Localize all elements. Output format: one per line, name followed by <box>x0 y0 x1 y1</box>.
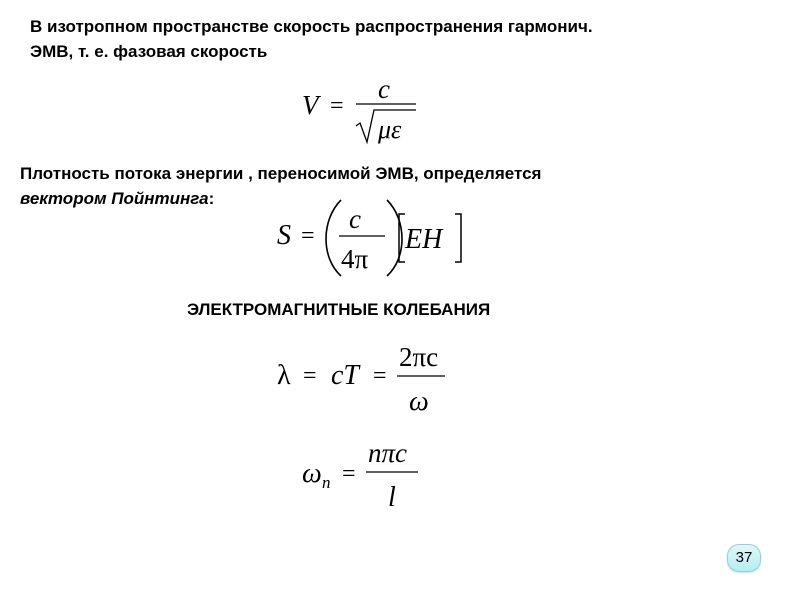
formula-lambda-cT: cT <box>331 360 359 391</box>
formula-lambda-numerator: 2πc <box>399 342 439 372</box>
formula-lambda-equals-2: = <box>373 363 387 389</box>
poynting-colon: : <box>208 189 215 208</box>
formula-s-left-paren <box>326 200 341 276</box>
formula-lambda-lhs: λ <box>277 360 291 391</box>
phase-velocity-formula <box>300 72 430 150</box>
formula-omega-numerator: nπc <box>368 438 408 468</box>
formula-v-numerator: c <box>378 74 390 104</box>
formula-s-denominator: 4π <box>341 244 369 274</box>
formula-v-denominator: με <box>378 115 402 144</box>
formula-lambda-denominator: ω <box>409 386 429 417</box>
formula-s-right-bracket <box>455 214 461 262</box>
poynting-formula <box>275 196 475 280</box>
formula-v-equals: = <box>330 93 344 119</box>
formula-s-numerator: c <box>349 204 361 234</box>
poynting-formula-svg <box>275 196 475 280</box>
formula-s-equals: = <box>301 223 315 249</box>
formula-omega-denominator: l <box>388 482 396 513</box>
formula-lambda-equals-1: = <box>303 363 317 389</box>
formula-omega-lhs: ω <box>302 458 322 489</box>
formula-omega-equals: = <box>342 461 356 487</box>
formula-v-lhs: V <box>302 90 319 120</box>
wavelength-formula-svg <box>275 338 465 418</box>
intro-line-2: ЭМВ, т. е. фазовая скорость <box>30 42 268 61</box>
eigenfrequency-formula <box>300 436 440 516</box>
page-number-badge: 37 <box>727 544 761 572</box>
wavelength-formula <box>275 338 465 418</box>
phase-velocity-formula-svg <box>300 72 430 150</box>
section-heading: ЭЛЕКТРОМАГНИТНЫЕ КОЛЕБАНИЯ <box>187 300 491 319</box>
formula-s-bracket-content: EH <box>405 224 443 255</box>
poynting-line-1: Плотность потока энергии , переносимой ЭМВ, определяется <box>20 164 542 183</box>
eigenfrequency-formula-svg <box>300 436 440 516</box>
formula-omega-subscript: n <box>322 473 331 492</box>
intro-line-1: В изотропном пространстве скорость распространения гармонич. <box>30 17 593 36</box>
poynting-term: вектором Пойнтинга <box>20 189 209 208</box>
formula-s-lhs: S <box>277 220 291 251</box>
intro-paragraph <box>30 14 593 64</box>
